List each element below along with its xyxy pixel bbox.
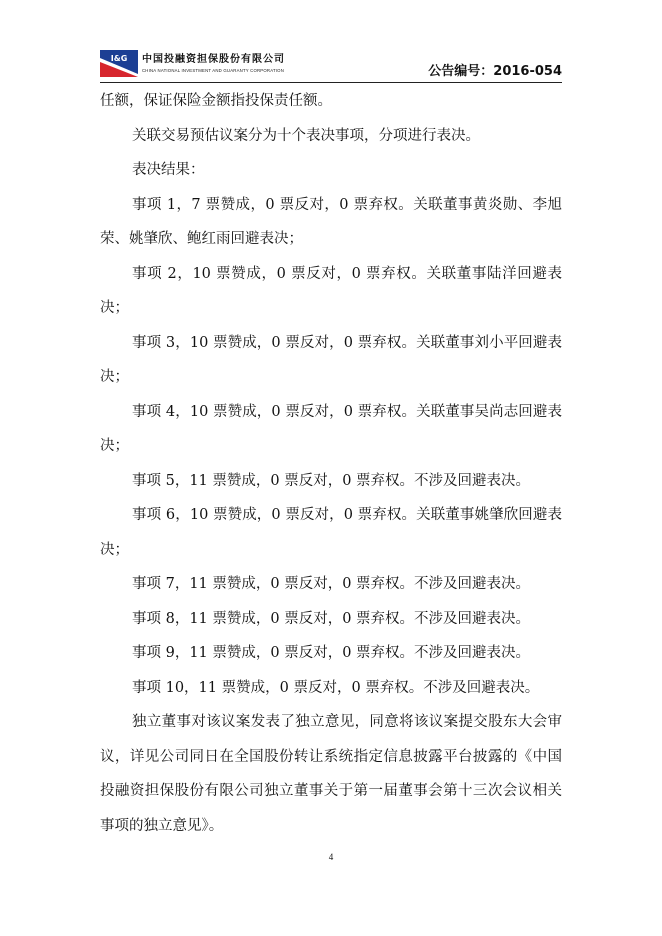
header-divider [100,82,562,83]
vote-item-10: 事项 10，11 票赞成，0 票反对，0 票弃权。不涉及回避表决。 [132,679,540,696]
paragraph: 关联交易预估议案分为十个表决事项，分项进行表决。 [132,127,480,144]
vote-item-9: 事项 9，11 票赞成，0 票反对，0 票弃权。不涉及回避表决。 [132,645,531,661]
logo-text: I&G [110,54,128,63]
company-logo-icon [100,50,138,77]
document-body [100,84,562,843]
vote-item-7: 事项 7，11 票赞成，0 票反对，0 票弃权。不涉及回避表决。 [132,576,531,592]
company-name-cn: 中国投融资担保股份有限公司 [142,54,285,65]
page-header [100,48,562,80]
page-number: 4 [328,852,334,862]
vote-item-1: 事项 1，7 票赞成，0 票反对，0 票弃权。关联董事黄炎勋、李旭荣、姚肇欣、鲍红雨回避表决； [100,196,562,247]
vote-item-6: 事项 6，10 票赞成，0 票反对，0 票弃权。关联董事姚肇欣回避表决； [100,507,562,558]
paragraph-continuation: 任额，保证保险金额指投保责任额。 [100,93,332,109]
vote-item-4: 事项 4，10 票赞成，0 票反对，0 票弃权。关联董事吴尚志回避表决； [100,403,562,454]
company-name [142,50,285,73]
vote-item-3: 事项 3，10 票赞成，0 票反对，0 票弃权。关联董事刘小平回避表决； [100,334,562,385]
vote-item-8: 事项 8，11 票赞成，0 票反对，0 票弃权。不涉及回避表决。 [132,610,531,627]
paragraph: 表决结果： [132,162,205,178]
vote-item-5: 事项 5，11 票赞成，0 票反对，0 票弃权。不涉及回避表决。 [132,472,531,489]
vote-item-2: 事项 2，10 票赞成，0 票反对，0 票弃权。关联董事陆洋回避表决； [100,265,562,316]
paragraph-independent-opinion: 独立董事对该议案发表了独立意见，同意将该议案提交股东大会审议，详见公司同日在全国股份转让系统指定信息披露平台披露的《中国投融资担保股份有限公司独立董事关于第一届董事会第十三次会议相关事项的独立意见》。 [100,714,562,834]
announcement-number: 公告编号：2016-054 [428,64,562,79]
company-name-en: CHINA NATIONAL INVESTMENT AND GUARANTY CORPORATION [142,68,285,73]
